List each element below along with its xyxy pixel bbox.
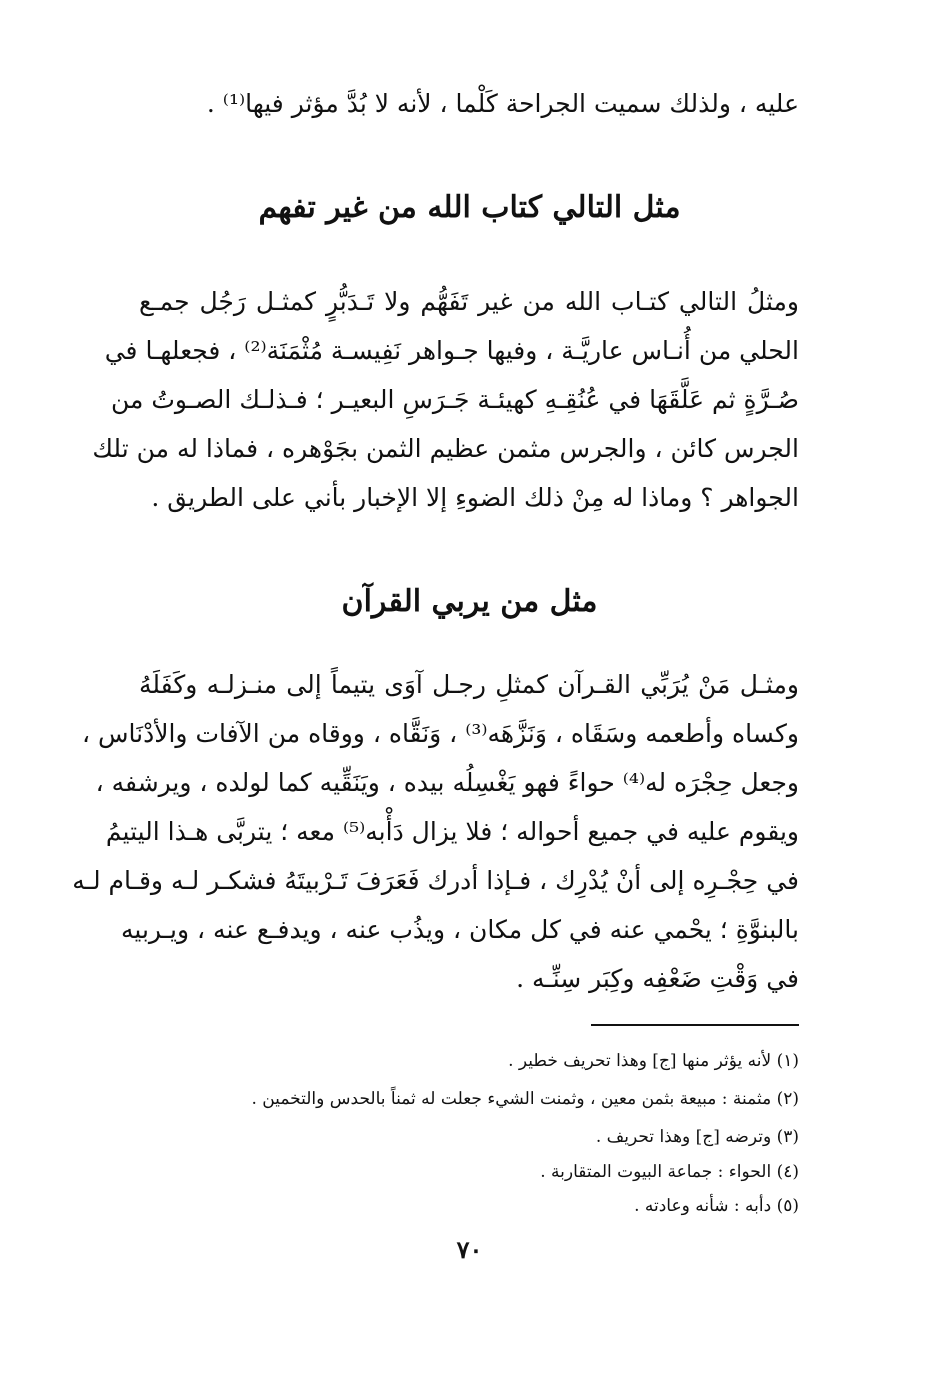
page-number: ٧٠: [456, 1235, 483, 1264]
footnote: (٤) الحواء : جماعة البيوت المتقاربة .: [540, 1162, 799, 1182]
paragraph-line: ومثلُ التالي كتـاب الله من غير تَفَهُّم ولا تَـدَبُّرٍ كمثـل رَجُل جمـع: [139, 287, 799, 316]
paragraph-line: بالبنوَّةِ ؛ يحْمي عنه في كل مكان ، ويذُب عنه ، ويدفـع عنه ، ويـربيه: [121, 915, 799, 944]
paragraph-line: الجواهر ؟ وماذا له مِنْ ذلك الضوءِ إلا الإخبار بأني على الطريق .: [151, 483, 799, 512]
footnote: (٥) دأبه : شأنه وعادته .: [634, 1196, 799, 1216]
footnote-separator: [591, 1024, 799, 1026]
footnote: (٣) وترضه [ج] وهذا تحريف .: [595, 1127, 799, 1147]
paragraph-line: وكساه وأطعمه وسَقَاه ، وَنَزَّهَه⁽³⁾ ، وَنَقَّاه ، ووقاه من الآفات والأدْنَاس ،: [81, 719, 799, 748]
paragraph-line: وجعل حِجْرَه له⁽⁴⁾ حواءً فهو يَغْسِلُه بيده ، ويَنَقِّيه كما لولده ، ويرشفه ،: [95, 768, 799, 797]
section-heading-reciter: مثل التالي كتاب الله من غير تفهم: [258, 190, 681, 225]
paragraph-line: في حِجْـرِه إلى أنْ يُدْرِك ، فـإذا أدرك فَعَرَفَ تَـرْبيتَهُ فشكـر لـه وقـام لـه: [72, 866, 799, 895]
footnote: (٢) مثمنة : مبيعة بثمن معين ، وثمنت الشيء جعلت له ثمناً بالحدس والتخمين .: [251, 1089, 799, 1109]
paragraph-line: الحلي من أُنـاس عاريَّـة ، وفيها جـواهر نَفِيسـة مُثْمَنَة⁽²⁾ ، فجعلهـا في: [104, 336, 799, 365]
section-heading-nurturer: مثل من يربي القرآن: [341, 584, 598, 619]
paragraph-line: في وَقْتِ ضَعْفِه وكِبَر سِنِّـه .: [516, 964, 799, 993]
footnote: (١) لأنه يؤثر منها [ج] وهذا تحريف خطير .: [508, 1051, 799, 1071]
paragraph-line: صُـرَّةٍ ثم عَلَّقَهَا في عُنُقِـهِ كهيئـة جَـرَسِ البعيـر ؛ فـذلـك الصـوتُ من: [110, 385, 799, 414]
continuation-line: عليه ، ولذلك سميت الجراحة كَلْما ، لأنه لا بُدَّ مؤثر فيها⁽¹⁾ .: [206, 89, 799, 118]
paragraph-line: ومثـل مَنْ يُرَبِّي القـرآن كمثلِ رجـل آوَى يتيماً إلى منـزلـه وكَفَلَهُ: [139, 670, 799, 699]
paragraph-line: الجرس كائن ، والجرس مثمن عظيم الثمن بجَوْهره ، فماذا له من تلك: [92, 434, 799, 463]
paragraph-line: ويقوم عليه في جميع أحواله ؛ فلا يزال دَأْبه⁽⁵⁾ معه ؛ يتربَّى هـذا اليتيمُ: [105, 817, 799, 846]
